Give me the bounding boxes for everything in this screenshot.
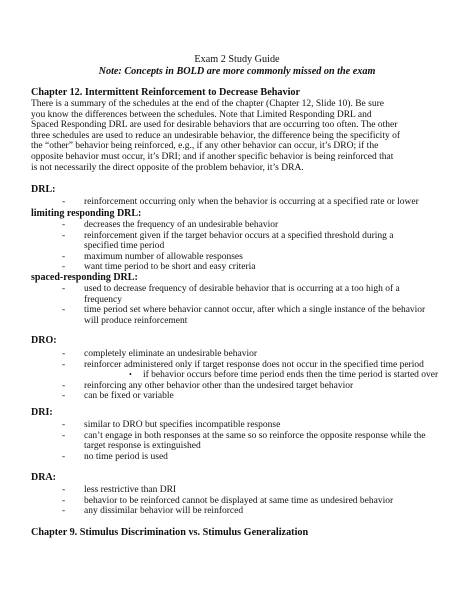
list-item (31, 252, 451, 263)
list-item-text: reinforcing any other behavior other than the undesired target behavior (84, 380, 354, 391)
document-note: Note: Concepts in BOLD are more commonly missed on the exam (98, 66, 376, 77)
list-bullet: - (62, 305, 66, 316)
list-item (31, 431, 451, 452)
list-bullet: - (62, 359, 66, 370)
list-item (31, 231, 451, 252)
list-bullet: - (62, 495, 66, 506)
dri-list (31, 420, 451, 462)
list-item-text: used to decrease frequency of desirable behavior that is occurring at a too high of a (84, 284, 400, 294)
list-item (31, 506, 451, 517)
drl-list (31, 197, 451, 208)
list-bullet: - (62, 220, 66, 230)
list-item-text: behavior to be reinforced cannot be displayed at same time as undesired behavior (84, 495, 394, 506)
intro-line: is not necessarily the direct opposite of the problem behavior, it’s DRA. (31, 162, 304, 173)
list-item-text: time period set where behavior cannot occur, after which a single instance of the behavior (84, 305, 426, 316)
list-item (31, 349, 451, 360)
list-item (31, 197, 451, 208)
list-bullet: - (62, 451, 66, 462)
list-item-text: reinforcement occurring only when the behavior is occurring at a specified rate or lower (84, 197, 419, 207)
list-item-text: decreases the frequency of an undesirable behavior (84, 220, 279, 230)
list-item-text: reinforcement given if the target behavior occurs at a specified threshold during a (84, 230, 394, 241)
intro-line: There is a summary of the schedules at the end of the chapter (Chapter 12, Slide 10). Be sure (31, 99, 384, 109)
list-item (31, 284, 451, 305)
list-sub-item (31, 370, 451, 381)
list-item (31, 452, 451, 463)
list-bullet: - (62, 420, 66, 430)
list-item (31, 485, 451, 496)
list-item-text: less restrictive than DRI (84, 485, 177, 495)
limited-drl-label: limiting responding DRL: (31, 208, 142, 219)
list-item (31, 391, 451, 402)
intro-line: you know the differences between the schedules. Note that Limited Responding DRL and (31, 109, 372, 120)
list-bullet: - (62, 391, 66, 402)
list-item-text: maximum number of allowable responses (84, 251, 243, 262)
list-item (31, 220, 451, 231)
list-item-text: if behavior occurs before time period ends then the time period is started over (143, 370, 439, 381)
list-item-text: similar to DRO but specifies incompatible response (84, 420, 281, 430)
list-item-text: completely eliminate an undesirable behavior (84, 349, 258, 359)
list-item-text: can be fixed or variable (84, 391, 174, 402)
list-bullet: - (62, 230, 66, 241)
list-item-text: specified time period (84, 241, 165, 252)
dri-label: DRI: (31, 407, 53, 418)
dro-label: DRO: (31, 335, 57, 346)
list-item (31, 496, 451, 507)
list-bullet: - (62, 380, 66, 391)
list-bullet: - (62, 430, 66, 441)
spaced-drl-list (31, 284, 451, 326)
list-item-text: any dissimilar behavior will be reinforced (84, 506, 244, 517)
sub-bullet: • (129, 370, 132, 380)
list-bullet: - (62, 349, 66, 359)
list-item-text: want time period to be short and easy criteria (84, 262, 256, 273)
list-item (31, 420, 451, 431)
list-bullet: - (62, 506, 66, 517)
list-item-text: can’t engage in both responses at the same so so reinforce the opposite response while the (84, 430, 426, 441)
list-bullet: - (62, 251, 66, 262)
dro-list (31, 349, 451, 402)
list-item-text: frequency (84, 294, 122, 305)
intro-line: three schedules are used to reduce an undesirable behavior, the difference being the specificity of (31, 130, 400, 141)
list-bullet: - (62, 197, 66, 207)
intro-line: opposite behavior must occur, it’s DRI; and if another specific behavior is being reinforced that (31, 151, 394, 162)
spaced-drl-label: spaced-responding DRL: (31, 272, 138, 283)
list-item (31, 305, 451, 326)
limited-drl-list (31, 220, 451, 273)
intro-line: Spaced Responding DRL are used for desirable behaviors that are occurring too often. The other (31, 120, 398, 131)
drl-label: DRL: (31, 184, 56, 195)
chapter-12-heading: Chapter 12. Intermittent Reinforcement to Decrease Behavior (31, 87, 301, 98)
dra-label: DRA: (31, 472, 56, 483)
list-item (31, 360, 451, 371)
list-item-text: no time period is used (84, 451, 168, 462)
list-item-text: target response is extinguished (84, 441, 201, 452)
list-item-text: will produce reinforcement (84, 315, 188, 326)
document-title: Exam 2 Study Guide (194, 54, 280, 65)
list-bullet: - (62, 485, 66, 495)
dra-list (31, 485, 451, 517)
list-item (31, 381, 451, 392)
list-item-text: reinforcer administered only if target response does not occur in the specified time period (84, 359, 424, 370)
chapter-12-intro (31, 99, 445, 173)
chapter-9-heading: Chapter 9. Stimulus Discrimination vs. Stimulus Generalization (31, 527, 309, 538)
list-bullet: - (62, 262, 66, 273)
intro-line: the “other” behavior being reinforced, e.g., if any other behavior can occur, it’s DRO; if the (31, 141, 379, 152)
list-bullet: - (62, 284, 66, 294)
